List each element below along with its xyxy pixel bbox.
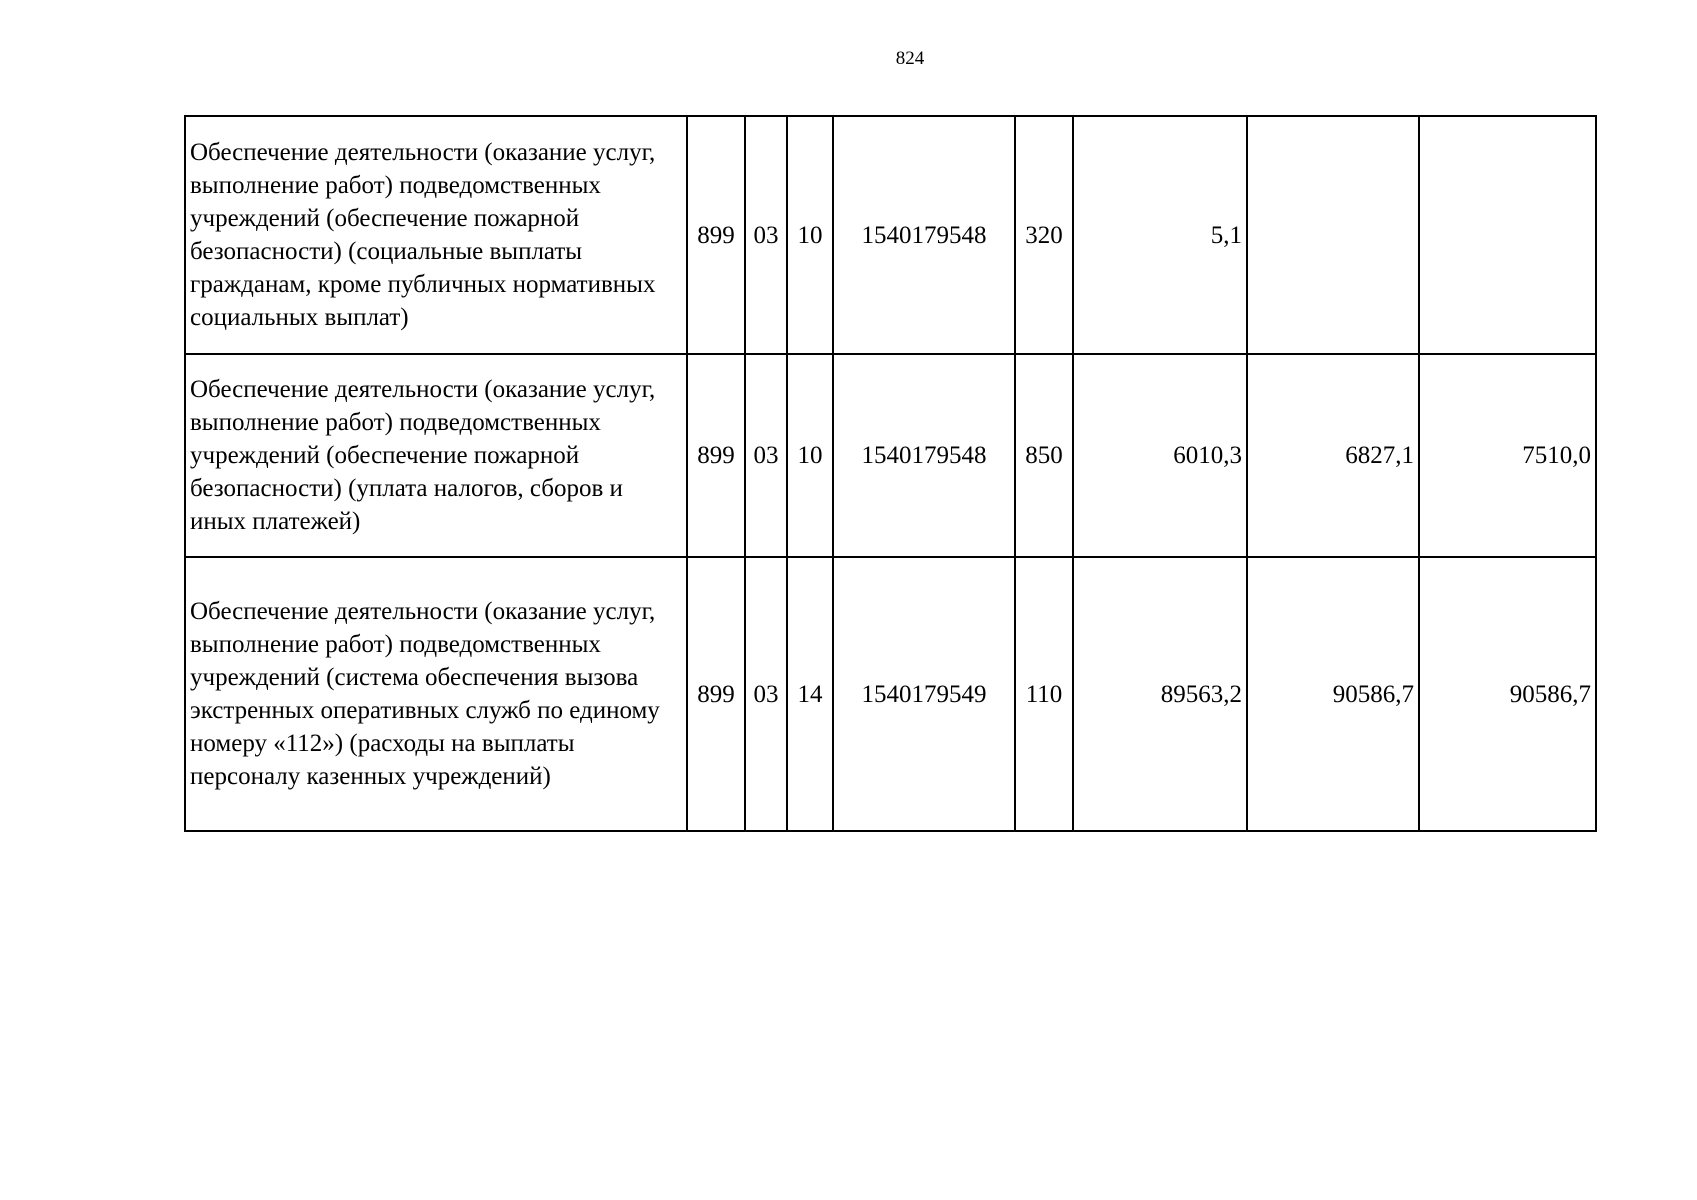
amount-year-2: 90586,7 [1247,557,1419,831]
section-code: 03 [745,354,787,557]
target-article-code: 1540179548 [833,354,1015,557]
amount-year-1: 89563,2 [1073,557,1247,831]
table-row [185,557,1596,831]
row-description: Обеспечение деятельности (оказание услуг, выполнение работ) подведомственных учреждений (система обеспечения вызова экстренных оперативных служб по единому номеру «112») (расходы на выплаты персоналу казенных учреждений) [185,557,687,831]
ministry-code: 899 [687,354,745,557]
amount-year-1: 6010,3 [1073,354,1247,557]
subsection-code: 10 [787,116,833,354]
target-article-code: 1540179548 [833,116,1015,354]
table-row [185,116,1596,354]
page-number: 824 [895,48,925,69]
ministry-code: 899 [687,557,745,831]
expense-type-code: 850 [1015,354,1073,557]
section-code: 03 [745,557,787,831]
section-code: 03 [745,116,787,354]
table-row [185,354,1596,557]
amount-year-1: 5,1 [1073,116,1247,354]
expense-type-code: 320 [1015,116,1073,354]
amount-year-3: 90586,7 [1419,557,1596,831]
subsection-code: 14 [787,557,833,831]
amount-year-2 [1247,116,1419,354]
ministry-code: 899 [687,116,745,354]
amount-year-3 [1419,116,1596,354]
amount-year-2: 6827,1 [1247,354,1419,557]
target-article-code: 1540179549 [833,557,1015,831]
row-description: Обеспечение деятельности (оказание услуг, выполнение работ) подведомственных учреждений (обеспечение пожарной безопасности) (уплата налогов, сборов и иных платежей) [185,354,687,557]
expense-type-code: 110 [1015,557,1073,831]
amount-year-3: 7510,0 [1419,354,1596,557]
budget-table [184,115,1597,832]
subsection-code: 10 [787,354,833,557]
row-description: Обеспечение деятельности (оказание услуг, выполнение работ) подведомственных учреждений (обеспечение пожарной безопасности) (социальные выплаты гражданам, кроме публичных нормативных социальных выплат) [185,116,687,354]
